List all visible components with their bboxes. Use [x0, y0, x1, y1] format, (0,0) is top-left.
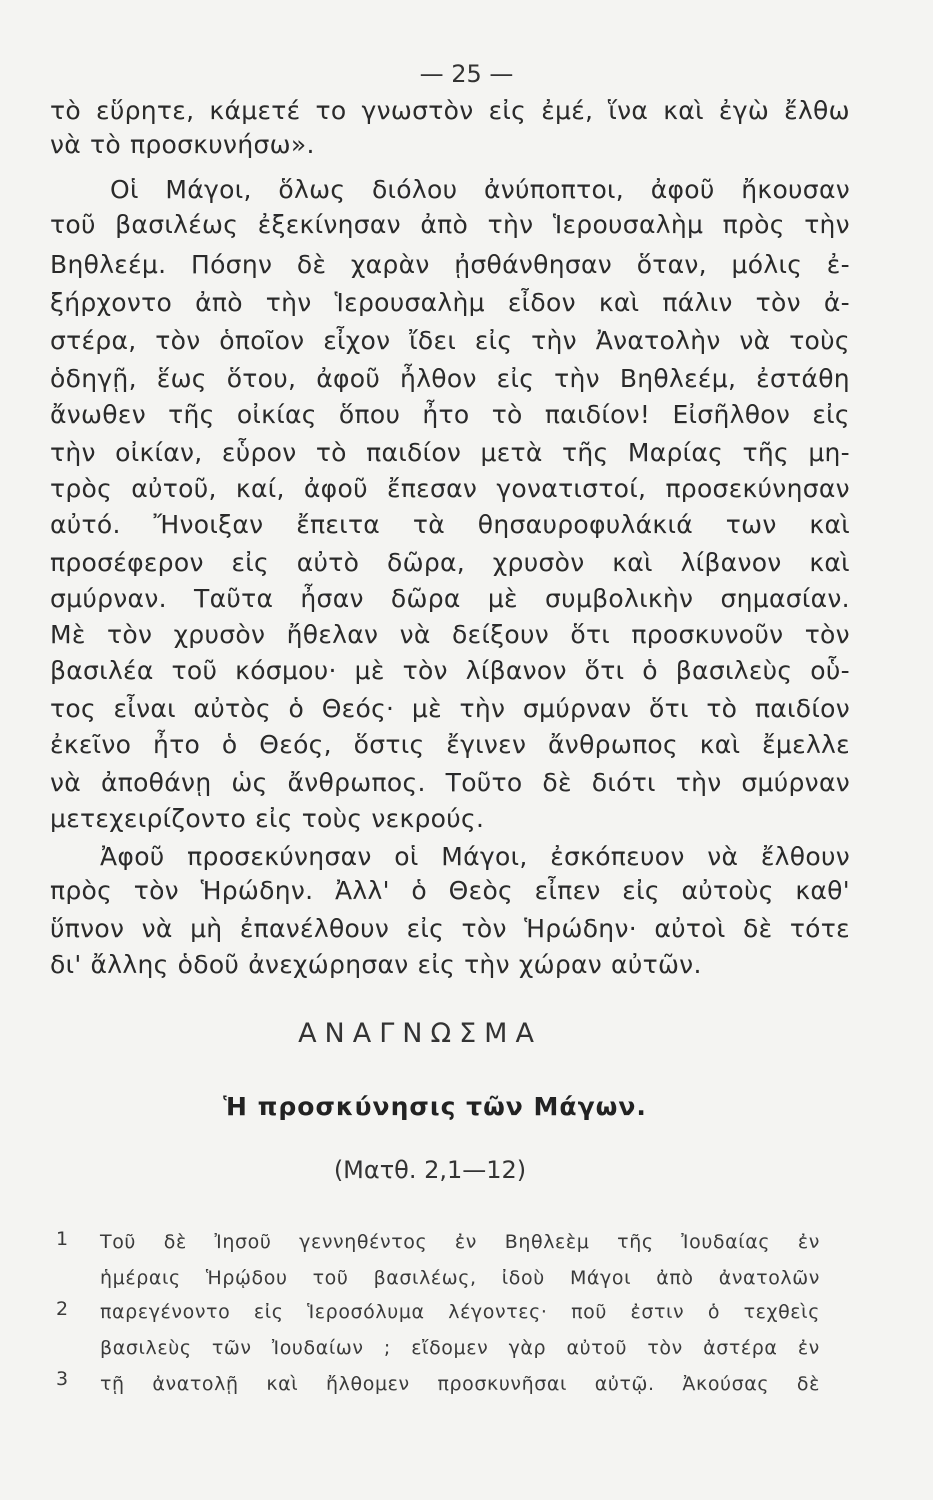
body-line: πρὸς τὸν Ἡρώδην. Ἀλλ' ὁ Θεὸς εἶπεν εἰς αὐτοὺς καθ'	[50, 876, 850, 905]
body-line: ἄνωθεν τῆς οἰκίας ὅπου ἦτο τὸ παιδίον! Εἰσῆλθον εἰς	[50, 400, 850, 429]
body-line: στέρα, τὸν ὁποῖον εἶχον ἴδει εἰς τὴν Ἀνατολὴν νὰ τοὺς	[50, 326, 850, 355]
page-number: — 25 —	[419, 60, 514, 88]
body-line: τὸ εὕρητε, κάμετέ το γνωστὸν εἰς ἐμέ, ἵνα καὶ ἐγὼ ἔλθω	[50, 96, 850, 125]
verse-line: ἡμέραις Ἡρῴδου τοῦ βασιλέως, ἰδοὺ Μάγοι ἀπὸ ἀνατολῶν	[100, 1267, 820, 1289]
verse-line: βασιλεὺς τῶν Ἰουδαίων ; εἴδομεν γὰρ αὐτοῦ τὸν ἀστέρα ἐν	[100, 1337, 820, 1359]
body-line: βασιλέα τοῦ κόσμου· μὲ τὸν λίβανον ὅτι ὁ βασιλεὺς οὗ-	[50, 656, 850, 685]
body-line: μετεχειρίζοντο εἰς τοὺς νεκρούς.	[50, 804, 485, 833]
verse-number: 3	[56, 1368, 69, 1390]
verse-line: Τοῦ δὲ Ἰησοῦ γεννηθέντος ἐν Βηθλεὲμ τῆς Ἰουδαίας ἐν	[100, 1231, 820, 1253]
body-line: νὰ τὸ προσκυνήσω».	[50, 130, 315, 159]
body-line: ξήρχοντο ἀπὸ τὴν Ἱερουσαλὴμ εἶδον καὶ πάλιν τὸν ἀ-	[50, 288, 850, 317]
body-line: νὰ ἀποθάνῃ ὡς ἄνθρωπος. Τοῦτο δὲ διότι τὴν σμύρναν	[50, 768, 850, 797]
body-line: τοῦ βασιλέως ἐξεκίνησαν ἀπὸ τὴν Ἱερουσαλὴμ πρὸς τὴν	[50, 210, 850, 239]
body-line: Ἀφοῦ προσεκύνησαν οἱ Μάγοι, ἐσκόπευον νὰ ἔλθουν	[100, 842, 850, 871]
body-line: ὕπνον νὰ μὴ ἐπανέλθουν εἰς τὸν Ἡρώδην· αὐτοὶ δὲ τότε	[50, 914, 850, 943]
body-line: δι' ἄλλης ὁδοῦ ἀνεχώρησαν εἰς τὴν χώραν αὐτῶν.	[50, 950, 702, 979]
verse-number: 1	[56, 1228, 69, 1250]
body-line: Οἱ Μάγοι, ὅλως διόλου ἀνύποπτοι, ἀφοῦ ἤκουσαν	[110, 175, 850, 204]
verse-number: 2	[56, 1298, 69, 1320]
body-line: Βηθλεέμ. Πόσην δὲ χαρὰν ᾐσθάνθησαν ὅταν, μόλις ἐ-	[50, 250, 850, 279]
body-line: προσέφερον εἰς αὐτὸ δῶρα, χρυσὸν καὶ λίβανον καὶ	[50, 548, 850, 577]
body-line: τρὸς αὐτοῦ, καί, ἀφοῦ ἔπεσαν γονατιστοί, προσεκύνησαν	[50, 474, 850, 503]
verse-line: παρεγένοντο εἰς Ἱεροσόλυμα λέγοντες· ποῦ ἐστιν ὁ τεχθεὶς	[100, 1301, 820, 1323]
body-line: Μὲ τὸν χρυσὸν ἤθελαν νὰ δείξουν ὅτι προσκυνοῦν τὸν	[50, 620, 850, 649]
body-line: αὐτό. Ἤνοιξαν ἔπειτα τὰ θησαυροφυλάκιά των καὶ	[50, 510, 850, 539]
reading-heading: ΑΝΑΓΝΩΣΜΑ	[298, 1018, 542, 1049]
reading-title: Ἡ προσκύνησις τῶν Μάγων.	[223, 1092, 647, 1121]
body-line: ὁδηγῇ, ἕως ὅτου, ἀφοῦ ἦλθον εἰς τὴν Βηθλεέμ, ἐστάθη	[50, 364, 850, 393]
verse-line: τῇ ἀνατολῇ καὶ ἤλθομεν προσκυνῆσαι αὐτῷ. Ἀκούσας δὲ	[100, 1373, 820, 1395]
body-line: τος εἶναι αὐτὸς ὁ Θεός· μὲ τὴν σμύρναν ὅτι τὸ παιδίον	[50, 694, 850, 723]
reading-reference: (Ματθ. 2,1—12)	[333, 1156, 527, 1184]
body-line: ἐκεῖνο ἦτο ὁ Θεός, ὅστις ἔγινεν ἄνθρωπος καὶ ἔμελλε	[50, 730, 850, 759]
body-line: σμύρναν. Ταῦτα ἦσαν δῶρα μὲ συμβολικὴν σημασίαν.	[50, 584, 850, 613]
body-line: τὴν οἰκίαν, εὗρον τὸ παιδίον μετὰ τῆς Μαρίας τῆς μη-	[50, 438, 850, 467]
